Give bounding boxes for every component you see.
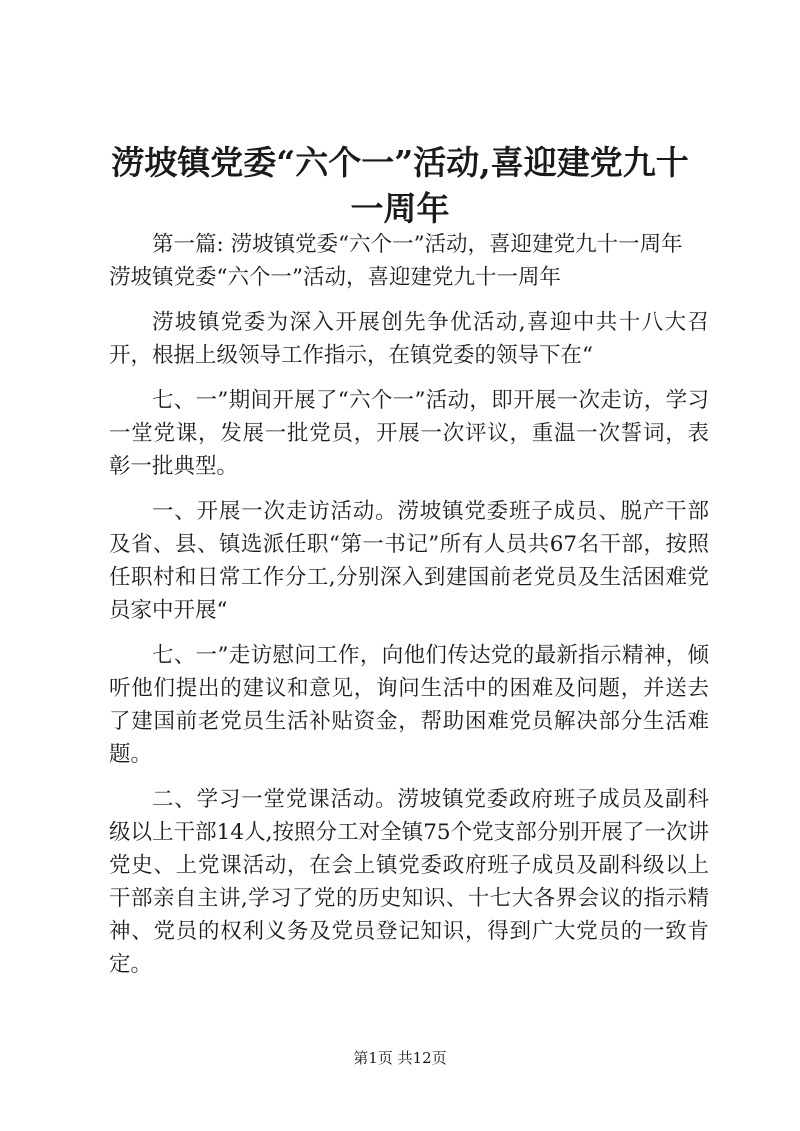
document-title: 涝坡镇党委“六个一”活动,喜迎建党九十一周年	[111, 143, 689, 228]
document-body	[109, 228, 709, 993]
paragraph: 一、开展一次走访活动。涝坡镇党委班子成员、脱产干部及省、县、镇选派任职“第一书记”所有人员共67名干部，按照任职村和日常工作分工,分别深入到建国前老党员及生活困难党员家中开展“	[109, 499, 709, 623]
paragraph: 涝坡镇党委为深入开展创先争优活动,喜迎中共十八大召开，根据上级领导工作指示，在镇党委的领导下在“	[109, 310, 709, 368]
paragraph: 二、学习一堂党课活动。涝坡镇党委政府班子成员及副科级以上干部14人,按照分工对全镇75个党支部分别开展了一次讲党史、上党课活动，在会上镇党委政府班子成员及副科级以上干部亲自主讲,学习了党的历史知识、十七大各界会议的指示精神、党员的权利义务及党员登记知识，得到广大党员的一致肯定。	[109, 787, 709, 977]
paragraph-heading: 第一篇: 涝坡镇党委“六个一”活动，喜迎建党九十一周年	[152, 232, 683, 257]
page-footer: 第1页 共12页	[353, 1049, 447, 1067]
paragraph-subtitle: 涝坡镇党委“六个一”活动，喜迎建党九十一周年	[109, 265, 561, 290]
paragraph: 七、一”期间开展了“六个一”活动，即开展一次走访，学习一堂党课，发展一批党员，开展一次评议，重温一次誓词，表彰一批典型。	[109, 388, 709, 479]
paragraph: 七、一”走访慰问工作，向他们传达党的最新指示精神，倾听他们提出的建议和意见，询问生活中的困难及问题，并送去了建国前老党员生活补贴资金，帮助困难党员解决部分生活难题。	[109, 643, 709, 767]
